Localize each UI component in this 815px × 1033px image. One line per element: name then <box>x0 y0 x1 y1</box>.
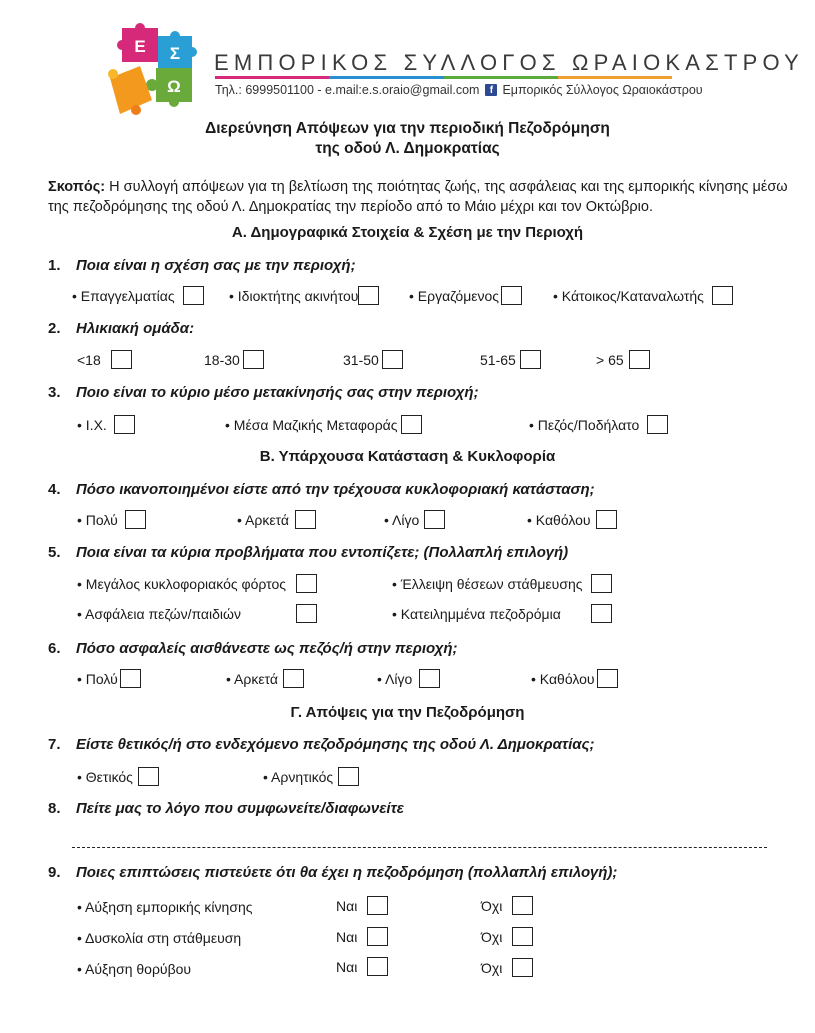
question-3: 3. Ποιο είναι το κύριο μέσο μετακίνησής σας στην περιοχή; <box>48 384 479 401</box>
checkbox[interactable] <box>512 896 533 915</box>
checkbox[interactable] <box>596 510 617 529</box>
q4-option-little[interactable]: • Λίγο <box>384 510 445 529</box>
checkbox[interactable] <box>296 574 317 593</box>
answer-line[interactable] <box>72 847 767 848</box>
checkbox[interactable] <box>424 510 445 529</box>
checkbox[interactable] <box>295 510 316 529</box>
question-9: 9. Ποιες επιπτώσεις πιστεύετε ότι θα έχει η πεζοδρόμηση (πολλαπλή επιλογή); <box>48 864 618 881</box>
survey-title-line1: Διερεύνηση Απόψεων για την περιοδική Πεζοδρόμηση <box>205 120 610 137</box>
purpose-label: Σκοπός: <box>48 179 106 195</box>
q9-row1-no[interactable]: Όχι <box>481 896 533 915</box>
facebook-icon: f <box>485 84 497 96</box>
q3-option-car[interactable]: • Ι.Χ. <box>77 415 135 434</box>
q5-option-pedestrian-safety[interactable]: • Ασφάλεια πεζών/παιδιών <box>77 604 317 623</box>
question-1: 1. Ποια είναι η σχέση σας με την περιοχή; <box>48 257 356 274</box>
checkbox[interactable] <box>111 350 132 369</box>
q2-option-18-30[interactable]: 18-30 <box>204 350 264 369</box>
facebook-page-name: Εμπορικός Σύλλογος Ωραιοκάστρου <box>502 83 703 97</box>
question-2: 2. Ηλικιακή ομάδα: <box>48 320 195 337</box>
q1-option-property-owner[interactable]: • Ιδιοκτήτης ακινήτου <box>229 286 379 305</box>
q4-option-very[interactable]: • Πολύ <box>77 510 146 529</box>
checkbox[interactable] <box>597 669 618 688</box>
purpose-text: Η συλλογή απόψεων για τη βελτίωση της ποιότητας ζωής, της ασφάλειας και της εμπορικής κίνησης μέσω της πεζοδρόμησης της οδού Λ. Δημοκρατίας την περίοδο από το Μάιο μέχρι και τον Οκτώβριο. <box>48 179 788 215</box>
checkbox[interactable] <box>125 510 146 529</box>
checkbox[interactable] <box>138 767 159 786</box>
q7-option-negative[interactable]: • Αρνητικός <box>263 767 359 786</box>
question-5: 5. Ποια είναι τα κύρια προβλήματα που εντοπίζετε; (Πολλαπλή επιλογή) <box>48 544 569 561</box>
q2-option-under-18[interactable]: <18 <box>77 350 132 369</box>
logo-letter-o: Ω <box>167 77 181 96</box>
checkbox[interactable] <box>401 415 422 434</box>
question-8: 8. Πείτε μας το λόγο που συμφωνείτε/διαφωνείτε <box>48 800 404 817</box>
q9-row-label: • Αύξηση εμπορικής κίνησης <box>77 899 253 915</box>
checkbox[interactable] <box>183 286 204 305</box>
survey-title-line2: της οδού Λ. Δημοκρατίας <box>315 140 500 157</box>
checkbox[interactable] <box>712 286 733 305</box>
q3-option-public-transport[interactable]: • Μέσα Μαζικής Μεταφοράς <box>225 415 422 434</box>
checkbox[interactable] <box>512 927 533 946</box>
q5-option-occupied-sidewalks[interactable]: • Κατειλημμένα πεζοδρόμια <box>392 604 612 623</box>
organization-name: ΕΜΠΟΡΙΚΟΣ ΣΥΛΛΟΓΟΣ ΩΡΑΙΟΚΑΣΤΡΟΥ <box>214 50 804 75</box>
question-7: 7. Είστε θετικός/ή στο ενδεχόμενο πεζοδρόμησης της οδού Λ. Δημοκρατίας; <box>48 736 595 753</box>
q4-option-enough[interactable]: • Αρκετά <box>237 510 316 529</box>
q9-row1-yes[interactable]: Ναι <box>336 896 388 915</box>
q6-option-little[interactable]: • Λίγο <box>377 669 440 688</box>
q6-option-not-at-all[interactable]: • Καθόλου <box>531 669 618 688</box>
section-c-heading: Γ. Απόψεις για την Πεζοδρόμηση <box>290 704 525 721</box>
q2-option-over-65[interactable]: > 65 <box>596 350 650 369</box>
q5-option-heavy-traffic[interactable]: • Μεγάλος κυκλοφοριακός φόρτος <box>77 574 317 593</box>
question-4: 4. Πόσο ικανοποιημένοι είστε από την τρέχουσα κυκλοφοριακή κατάσταση; <box>48 481 595 498</box>
checkbox[interactable] <box>629 350 650 369</box>
checkbox[interactable] <box>338 767 359 786</box>
section-a-heading: Α. Δημογραφικά Στοιχεία & Σχέση με την Περιοχή <box>231 224 584 241</box>
checkbox[interactable] <box>114 415 135 434</box>
q4-option-not-at-all[interactable]: • Καθόλου <box>527 510 617 529</box>
question-6: 6. Πόσο ασφαλείς αισθάνεστε ως πεζός/ή στην περιοχή; <box>48 640 458 657</box>
q1-option-employee[interactable]: • Εργαζόμενος <box>409 286 522 305</box>
logo-letter-s: Σ <box>169 44 181 63</box>
purpose-paragraph <box>48 177 788 217</box>
logo-letter-e: Ε <box>134 37 146 56</box>
checkbox[interactable] <box>591 604 612 623</box>
q9-row-label: • Αύξηση θορύβου <box>77 961 192 977</box>
q2-option-51-65[interactable]: 51-65 <box>480 350 541 369</box>
q9-row-label: • Δυσκολία στη στάθμευση <box>77 930 242 946</box>
q1-option-professional[interactable]: • Επαγγελματίας <box>72 286 204 305</box>
q9-row3-no[interactable]: Όχι <box>481 958 533 977</box>
checkbox[interactable] <box>501 286 522 305</box>
q9-row3-yes[interactable]: Ναι <box>336 957 388 976</box>
q9-row2-yes[interactable]: Ναι <box>336 927 388 946</box>
section-b-heading: Β. Υπάρχουσα Κατάσταση & Κυκλοφορία <box>259 448 556 465</box>
checkbox[interactable] <box>512 958 533 977</box>
q1-option-resident[interactable]: • Κάτοικος/Καταναλωτής <box>553 286 733 305</box>
checkbox[interactable] <box>358 286 379 305</box>
checkbox[interactable] <box>367 957 388 976</box>
contact-line <box>215 83 703 97</box>
q9-row2-no[interactable]: Όχι <box>481 927 533 946</box>
q3-option-pedestrian-bike[interactable]: • Πεζός/Ποδήλατο <box>529 415 668 434</box>
checkbox[interactable] <box>367 927 388 946</box>
checkbox[interactable] <box>283 669 304 688</box>
brand-color-bar <box>215 76 672 79</box>
checkbox[interactable] <box>419 669 440 688</box>
q2-option-31-50[interactable]: 31-50 <box>343 350 403 369</box>
q5-option-lack-of-parking[interactable]: • Έλλειψη θέσεων στάθμευσης <box>392 574 612 593</box>
q6-option-very[interactable]: • Πολύ <box>77 669 141 688</box>
checkbox[interactable] <box>120 669 141 688</box>
checkbox[interactable] <box>591 574 612 593</box>
checkbox[interactable] <box>520 350 541 369</box>
q7-option-positive[interactable]: • Θετικός <box>77 767 159 786</box>
checkbox[interactable] <box>647 415 668 434</box>
puzzle-logo <box>104 22 209 122</box>
checkbox[interactable] <box>367 896 388 915</box>
checkbox[interactable] <box>382 350 403 369</box>
checkbox[interactable] <box>296 604 317 623</box>
q6-option-enough[interactable]: • Αρκετά <box>226 669 304 688</box>
checkbox[interactable] <box>243 350 264 369</box>
contact-info: Τηλ.: 6999501100 - e.mail:e.s.oraio@gmail.com <box>215 83 480 97</box>
